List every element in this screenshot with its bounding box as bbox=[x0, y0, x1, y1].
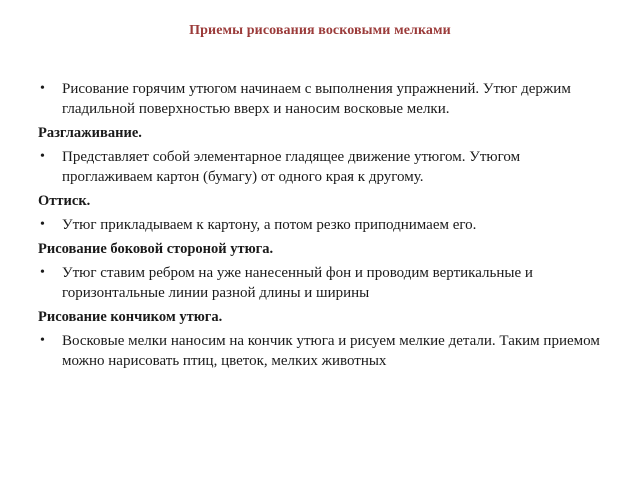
section-heading: Оттиск. bbox=[38, 193, 91, 209]
section-heading: Рисование боковой стороной утюга. bbox=[38, 241, 274, 257]
bullet-item bbox=[38, 263, 613, 303]
section-heading: Рисование кончиком утюга. bbox=[38, 309, 223, 325]
bullet-item bbox=[38, 331, 613, 371]
bullet-item bbox=[38, 79, 613, 119]
bullet-icon: • bbox=[40, 149, 45, 164]
slide-content bbox=[38, 79, 613, 375]
bullet-text: Утюг ставим ребром на уже нанесенный фон и проводим вертикальные и горизонтальные линии разной длины и ширины bbox=[62, 265, 533, 301]
bullet-icon: • bbox=[40, 333, 45, 348]
bullet-icon: • bbox=[40, 217, 45, 232]
bullet-text: Утюг прикладываем к картону, а потом резко приподнимаем его. bbox=[62, 217, 477, 233]
bullet-icon: • bbox=[40, 81, 45, 96]
bullet-text: Представляет собой элементарное гладящее движение утюгом. Утюгом проглаживаем картон (бумагу) от одного края к другому. bbox=[62, 149, 521, 185]
bullet-item bbox=[38, 147, 613, 187]
slide-title: Приемы рисования восковыми мелками bbox=[189, 23, 451, 38]
section-heading: Разглаживание. bbox=[38, 125, 142, 141]
bullet-item bbox=[38, 215, 613, 235]
bullet-text: Рисование горячим утюгом начинаем с выполнения упражнений. Утюг держим гладильной поверхностью вверх и наносим восковые мелки. bbox=[62, 81, 571, 117]
bullet-icon: • bbox=[40, 265, 45, 280]
bullet-text: Восковые мелки наносим на кончик утюга и рисуем мелкие детали. Таким приемом можно нарисовать птиц, цветок, мелких животных bbox=[62, 333, 600, 369]
